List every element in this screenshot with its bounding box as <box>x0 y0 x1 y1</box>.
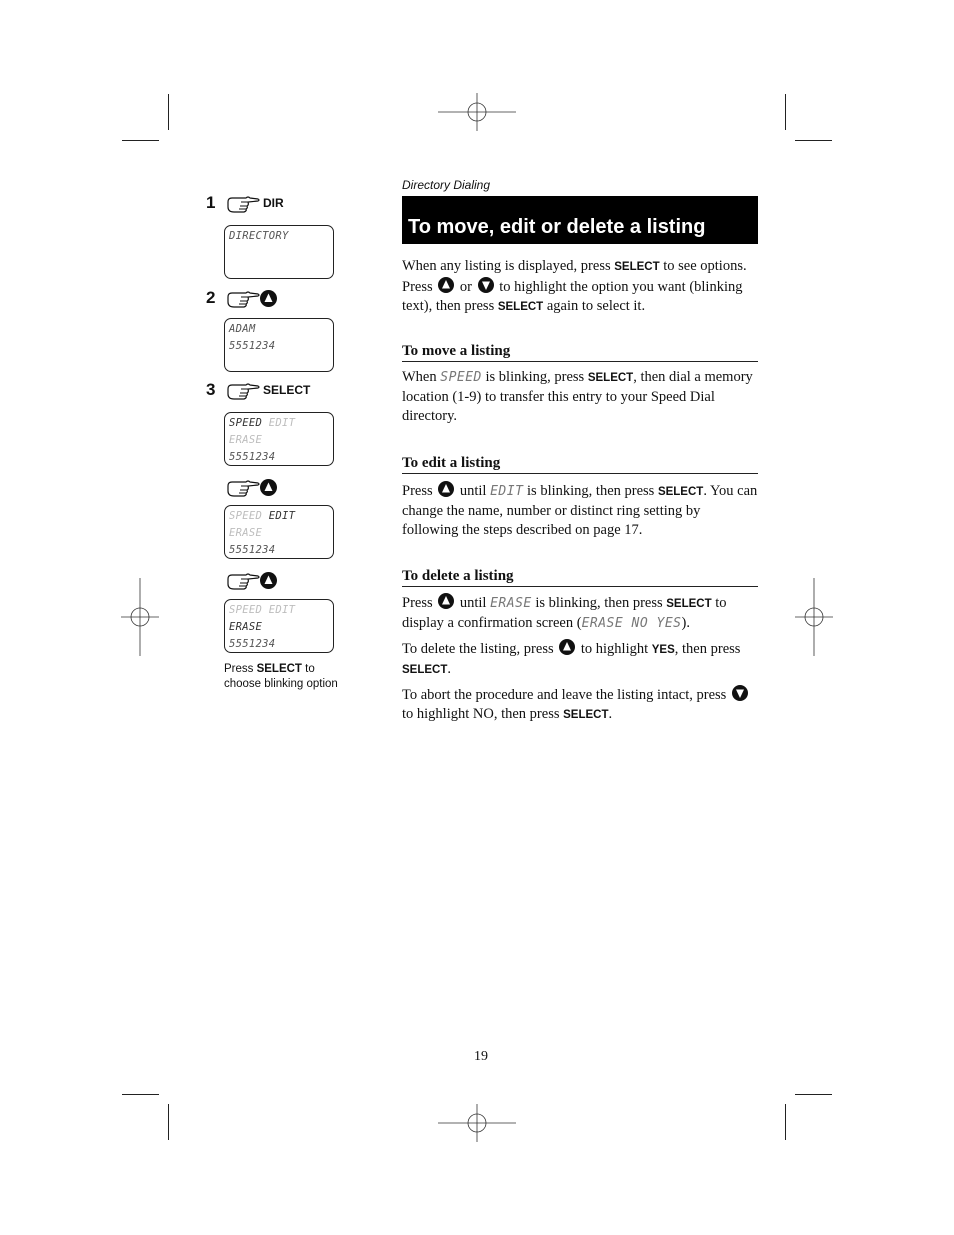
section-heading-delete: To delete a listing <box>402 568 758 587</box>
step-up-1 <box>206 475 277 499</box>
crop-mark <box>168 94 169 130</box>
crop-mark <box>785 1104 786 1140</box>
step-number: 2 <box>206 288 216 307</box>
up-arrow-button-icon <box>438 593 454 609</box>
intro-paragraph: When any listing is displayed, press SELECT to see options. Press or to highlight the option you want (blinking text), then press SELECT again to select it. <box>402 258 747 314</box>
figure-caption: Press SELECT to choose blinking option <box>224 663 338 690</box>
lcd-line: SPEED EDIT ERASE <box>229 604 296 633</box>
lcd-line: SPEED EDIT ERASE <box>229 417 296 446</box>
lcd-line: ADAM <box>229 323 256 335</box>
crop-mark <box>795 1094 832 1095</box>
select-key-label: SELECT <box>497 301 544 313</box>
pointing-hand-icon <box>226 193 260 213</box>
select-key-label: SELECT <box>666 598 712 610</box>
lcd-text-edit: EDIT <box>490 484 524 499</box>
crop-mark <box>122 140 159 141</box>
up-arrow-button-icon <box>438 481 454 497</box>
crop-mark <box>795 140 832 141</box>
move-paragraph: When SPEED is blinking, press SELECT, then dial a memory location (1-9) to transfer this entry to your Speed Dial directory. <box>402 369 753 424</box>
edit-paragraph: Press until EDIT is blinking, then press SELECT. You can change the name, number or distinct ring setting by following the steps described on page 17. <box>402 483 758 538</box>
pointing-hand-icon <box>226 380 260 400</box>
pointing-hand-icon <box>226 288 260 308</box>
lcd-text-speed: SPEED <box>440 370 482 385</box>
crop-mark <box>168 1104 169 1140</box>
pointing-hand-icon <box>226 570 260 590</box>
select-key-label: SELECT <box>263 383 311 397</box>
step-number: 1 <box>206 193 216 212</box>
crop-mark <box>122 1094 159 1095</box>
select-key-label: SELECT <box>587 372 634 384</box>
step-2 <box>206 286 277 310</box>
delete-paragraph-3: To abort the procedure and leave the listing intact, press to highlight NO, then press SELECT. <box>402 685 758 725</box>
step-number: 3 <box>206 380 216 399</box>
crop-mark <box>785 94 786 130</box>
lcd-screen-options-edit <box>224 505 334 559</box>
lcd-screen-listing <box>224 318 334 372</box>
lcd-line: SPEED EDIT ERASE <box>229 510 296 539</box>
registration-mark-icon <box>438 1104 516 1142</box>
page-title: To move, edit or delete a listing <box>408 216 706 238</box>
registration-mark-icon <box>795 578 833 656</box>
lcd-line: 5551234 <box>229 451 276 463</box>
up-arrow-button-icon <box>260 290 277 307</box>
step-up-2 <box>206 568 277 592</box>
dir-key-label: DIR <box>263 196 284 210</box>
lcd-screen-directory <box>224 225 334 279</box>
registration-mark-icon <box>121 578 159 656</box>
down-arrow-button-icon <box>478 277 494 293</box>
lcd-line: 5551234 <box>229 544 276 556</box>
title-banner <box>402 196 758 244</box>
select-key-label: SELECT <box>402 664 448 676</box>
delete-paragraph-1: Press until ERASE is blinking, then press SELECT to display a confirmation screen (ERASE NO YES). <box>402 595 727 631</box>
down-arrow-button-icon <box>732 685 748 701</box>
lcd-line: DIRECTORY <box>229 230 289 242</box>
pointing-hand-icon <box>226 477 260 497</box>
yes-key-label: YES <box>651 644 675 656</box>
lcd-line: 5551234 <box>229 638 276 650</box>
select-key-label: SELECT <box>563 709 609 721</box>
registration-mark-icon <box>438 93 516 131</box>
lcd-line: 5551234 <box>229 340 276 352</box>
up-arrow-button-icon <box>438 277 454 293</box>
up-arrow-button-icon <box>260 479 277 496</box>
page-number: 19 <box>474 1049 488 1064</box>
lcd-screen-options-speed <box>224 412 334 466</box>
step-3 <box>206 378 310 402</box>
lcd-text-erase: ERASE <box>490 596 532 611</box>
delete-paragraph-2: To delete the listing, press to highlight YES, then press SELECT. <box>402 641 741 677</box>
running-header: Directory Dialing <box>402 178 491 192</box>
lcd-text-confirmation: ERASE NO YES <box>581 616 682 631</box>
lcd-screen-options-erase <box>224 599 334 653</box>
section-heading-edit: To edit a listing <box>402 455 758 474</box>
section-heading-move: To move a listing <box>402 343 758 362</box>
select-key-label: SELECT <box>614 261 660 273</box>
up-arrow-button-icon <box>559 639 575 655</box>
up-arrow-button-icon <box>260 572 277 589</box>
select-key-label: SELECT <box>657 486 704 498</box>
select-key-label: SELECT <box>256 663 302 675</box>
step-1 <box>206 191 284 215</box>
